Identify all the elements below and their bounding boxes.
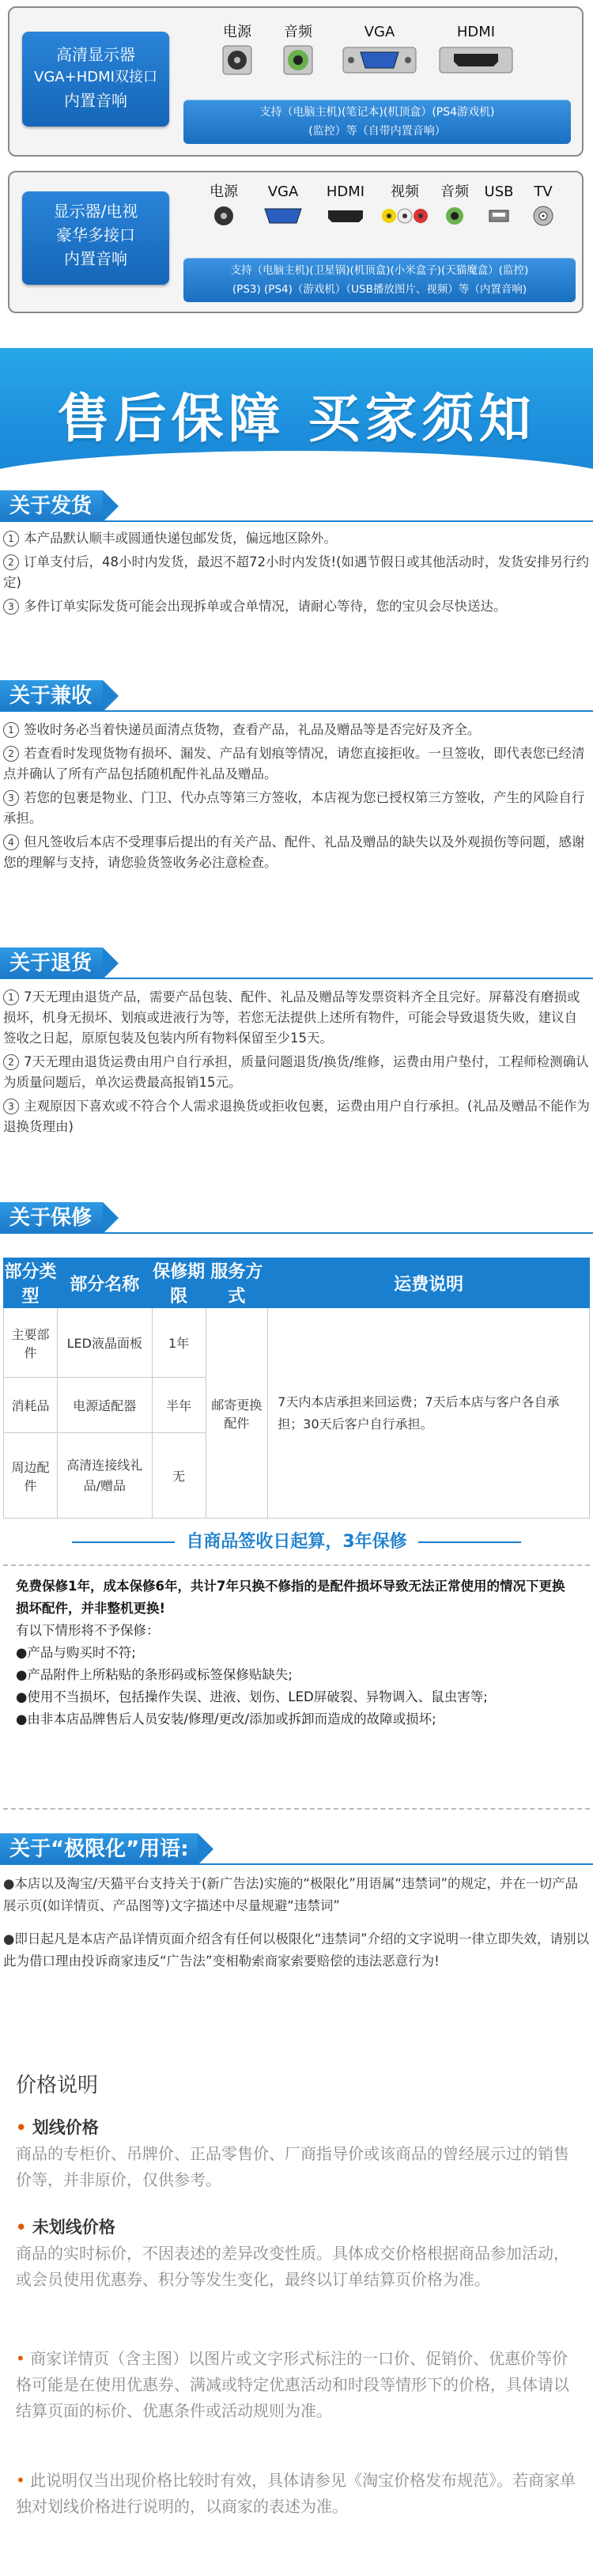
service-cell: 邮寄更换配件 [206,1308,268,1519]
warranty-terms: 免费保修1年，成本保修6年，共计7年只换不修指的是配件损坏导致无法正常使用的情况下更换损坏配件，并非整机更换! 有以下情形将不予保修： ●产品与购买时不符; ●产品附件上所粘贴的条形码或标签保修贴缺失; ●使用不当损坏，包括操作失误、进液、划伤、LED屏破裂、异物调入、鼠虫害等; ●由非本店品牌售后人员安装/修理/更改/添加或拆卸而造成的故障或损坏; [3,1564,590,1810]
section-title-returns: 关于退货 [0,948,103,979]
coax-port-icon [530,202,557,229]
section-divider [0,1863,593,1865]
hdmi-port: HDMI [436,22,516,81]
support-bar: 支持（电脑主机)(卫星锅)(机顶盒)(小米盒子)(天猫魔盒）(监控) (PS3) (PS4)（游戏机）（USB播放图片、视频）等（内置音响) [183,258,576,302]
after-sales-banner [0,348,593,482]
warranty-start-note: 自商品签收日起算，3年保修 [0,1528,593,1553]
list-item: 3 若您的包裹是物业、门卫、代办点等第三方签收，本店视为您已授权第三方签收，产生的风险自行承担。 [3,790,585,826]
list-item: ●产品与购买时不符; [16,1645,136,1660]
table-header-row: 部分类型 部分名称 保修期限 服务方式 运费说明 [4,1258,590,1308]
table-row: 消耗品 电源适配器 半年 [4,1378,590,1433]
power-jack-icon [220,43,255,78]
table-row: 周边配件 高清连接线礼品/赠品 无 [4,1433,590,1519]
list-item: 3 主观原因下喜欢或不符合个人需求退换货或拒收包裹，运费由用户自行承担。(礼品及赠品不能作为退换货理由) [3,1099,590,1134]
audio-jack-icon [281,43,315,78]
video-port: 视频 [377,182,432,233]
vga-connector-icon [255,202,311,229]
panel-tag: 高清显示器 VGA+HDMI双接口 内置音响 [22,32,169,127]
section-title-shipping: 关于发货 [0,490,103,522]
audio-jack-icon [441,202,468,229]
warranty-table [3,1258,590,1519]
list-item: 2 7天无理由退货运费由用户自行承担，质量问题退货/换货/维修，运费由用户垫付，工程师检测确认为质量问题后，单次运费最高报销15元。 [3,1054,589,1090]
price-section-title: 价格说明 [16,2074,99,2097]
section-divider [0,710,593,712]
hdmi-connector-icon [322,202,369,229]
power-port: 电源 [204,182,244,233]
audio-port: 音频 [435,182,474,233]
usb-port: USB [479,182,519,233]
list-item: 1 签收时务必当着快递员面清点货物，查看产品，礼品及赠品等是否完好及齐全。 [3,720,590,740]
rca-jacks-icon [380,202,430,229]
table-row: 主要部件 LED液晶面板 1年 邮寄更换配件 7天内本店承担来回运费；7天后本店与客户各自承担；30天后客户自行承担。 [4,1308,590,1378]
list-item: 1 7天无理由退货产品，需要产品包装、配件、礼品及赠品等发票资料齐全且完好。屏幕没有磨损或损坏，机身无损坏、划痕或进液行为等，若您无法提供上述所有物件，可能会导致退货失败，建议自签收之日起，原原包装及包装内所有物料保留至少15天。 [3,989,580,1046]
tv-port: TV [523,182,563,233]
price-item-detail: • 商家详情页（含主图）以图片或文字形式标注的一口价、促销价、优惠价等价格可能是在使用优惠券、满减或特定优惠活动和时段等情形下的价格，具体请以结算页面的标价、优惠条件或活动规则为准。 [16,2349,569,2420]
vga-port: VGA [251,182,315,233]
section-title-warranty: 关于保修 [0,1202,103,1234]
shipping-note-cell: 7天内本店承担来回运费；7天后本店与客户各自承担；30天后客户自行承担。 [268,1308,590,1519]
port-panel-basic [8,6,584,157]
power-jack-icon [210,202,237,229]
hdmi-connector-icon [438,43,514,78]
section-title-limit-terms: 关于“极限化”用语: [0,1833,198,1865]
section-divider [0,978,593,979]
price-item-nostrike: • 未划线价格 商品的实时标价，不因表述的差异改变性质。具体成交价格根据商品参加活动，或会员使用优惠券、积分等发生变化，最终以订单结算页价格为准。 [16,2218,569,2289]
list-item: 4 但凡签收后本店不受理事后提出的有关产品、配件、礼品及赠品的缺失以及外观损伤等问题，感谢您的理解与支持，请您验货签收务必注意检查。 [3,834,585,870]
section-divider [0,520,593,522]
vga-connector-icon [342,43,417,78]
list-item: 2 若查看时发现货物有损坏、漏发、产品有划痕等情况，请您直接拒收。一旦签收，即代表您已经清点并确认了所有产品包括随机配件礼品及赠品。 [3,746,585,781]
price-item-strike: • 划线价格 商品的专柜价、吊牌价、正品零售价、厂商指导价或该商品的曾经展示过的销售价等，并非原价，仅供参考。 [16,2118,569,2189]
list-item: 2 订单支付后，48小时内发货，最迟不超72小时内发货!(如遇节假日或其他活动时，发货安排另行约定) [3,554,590,590]
audio-port: 音频 [274,22,322,81]
list-item: ●产品附件上所粘贴的条形码或标签保修贴缺失; [16,1667,293,1682]
list-item: ●使用不当损坏，包括操作失误、进液、划伤、LED屏破裂、异物调入、鼠虫害等; [16,1689,488,1704]
support-bar: 支持（电脑主机)(笔记本)(机顶盒）(PS4游戏机) (监控）等（自带内置音响） [183,100,571,144]
panel-tag: 显示器/电视 豪华多接口 内置音响 [22,191,169,285]
returns-list [3,987,590,1140]
list-item: 1 本产品默认顺丰或圆通快递包邮发货，偏远地区除外。 [3,528,590,549]
receiving-list [3,720,590,876]
price-item-note: • 此说明仅当出现价格比较时有效，具体请参见《淘宝价格发布规范》。若商家单独对划线价格进行说明的，以商家的表述为准。 [16,2471,576,2516]
banner-title: 售后保障 买家须知 [57,388,536,449]
shipping-list [3,528,590,620]
limit-terms-text: ●本店以及淘宝/天猫平台支持关于(新广告法)实施的“极限化”用语属“违禁词”的规定，并在一切产品展示页(如详情页、产品图等)文字描述中尽量规避“违禁词” ●即日起凡是本店产品详情页面介绍含有任何以极限化“违禁词”介绍的文字说明一律立即失效，请别以此为借口理由投诉商家违反“广告法”变相勒索商家索要赔偿的违法恶意行为! [3,1876,589,1969]
section-title-receiving: 关于兼收 [0,680,103,712]
section-divider [0,1232,593,1234]
list-item: ●由非本店品牌售后人员安装/修理/更改/添加或拆卸而造成的故障或损坏; [16,1712,436,1727]
power-port: 电源 [213,22,261,81]
port-panel-multi [8,171,584,313]
banner-wave [0,451,593,482]
vga-port: VGA [340,22,419,81]
usb-port-icon [485,202,512,229]
hdmi-port: HDMI [318,182,373,233]
list-item: 3 多件订单实际发货可能会出现拆单或合单情况，请耐心等待，您的宝贝会尽快送达。 [3,596,590,617]
